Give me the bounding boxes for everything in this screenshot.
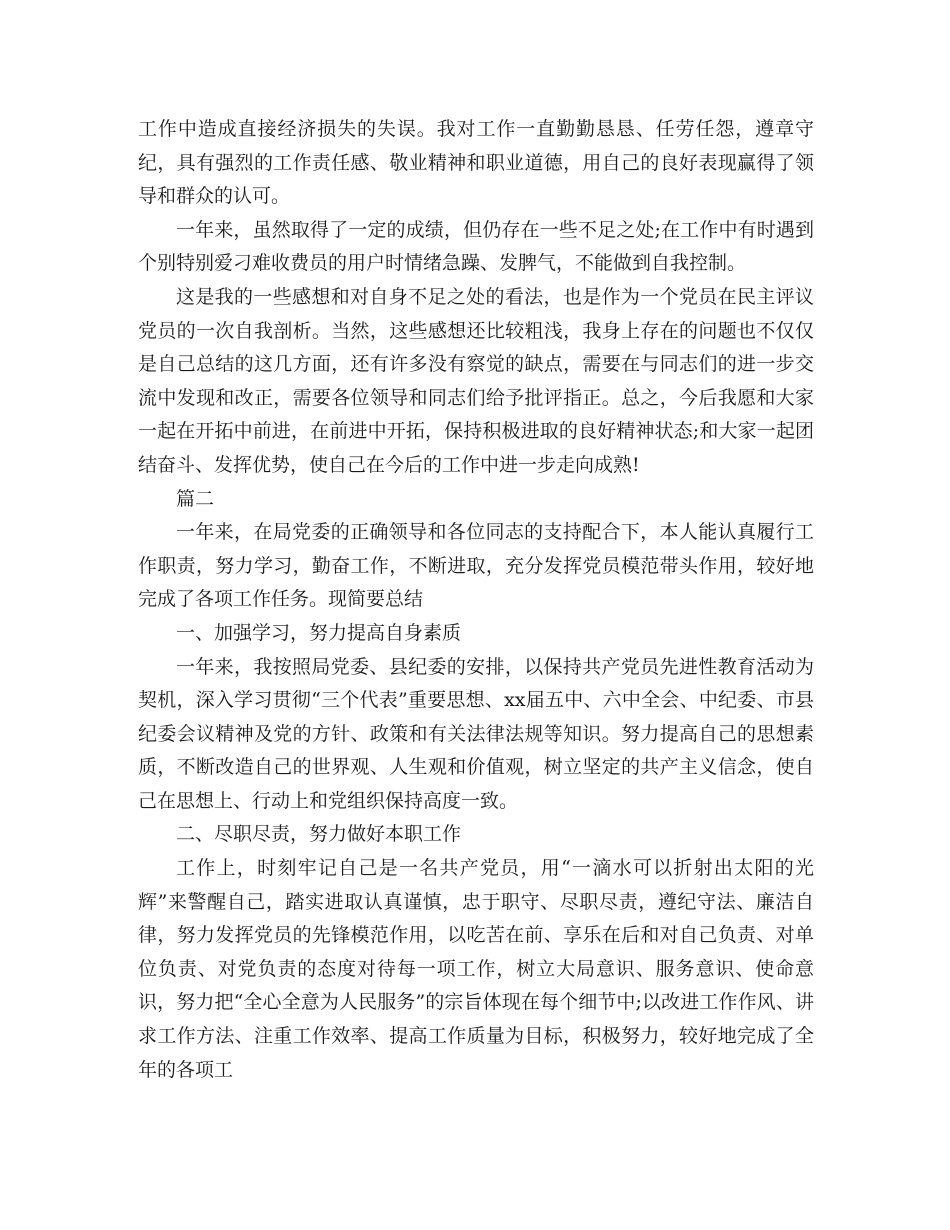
section-heading: 二、尽职尽责，努力做好本职工作 bbox=[176, 823, 462, 846]
body-paragraph: 工作中造成直接经济损失的失误。我对工作一直勤勤恳恳、任劳任怨，遵章守纪，具有强烈的工作责任感、敬业精神和职业道德，用自己的良好表现赢得了领导和群众的认可。 bbox=[138, 118, 814, 208]
body-paragraph: 一年来，在局党委的正确领导和各位同志的支持配合下，本人能认真履行工作职责，努力学习，勤奋工作，不断进取，充分发挥党员模范带头作用，较好地完成了各项工作任务。现简要总结 bbox=[138, 521, 814, 611]
section-title: 篇二 bbox=[176, 487, 215, 510]
section-heading: 一、加强学习，努力提高自身素质 bbox=[176, 621, 462, 644]
body-paragraph: 一年来，虽然取得了一定的成绩，但仍存在一些不足之处;在工作中有时遇到个别特别爱刁难收费员的用户时情绪急躁、发脾气，不能做到自我控制。 bbox=[138, 218, 814, 275]
body-paragraph: 一年来，我按照局党委、县纪委的安排，以保持共产党员先进性教育活动为契机，深入学习贯彻“三个代表”重要思想、xx届五中、六中全会、中纪委、市县纪委会议精神及党的方针、政策和有关法律法规等知识。努力提高自己的思想素质，不断改造自己的世界观、人生观和价值观，树立坚定的共产主义信念，使自己在思想上、行动上和党组织保持高度一致。 bbox=[138, 655, 814, 812]
document-page bbox=[138, 113, 814, 1087]
body-paragraph: 这是我的一些感想和对自身不足之处的看法，也是作为一个党员在民主评议党员的一次自我剖析。当然，这些感想还比较粗浅，我身上存在的问题也不仅仅是自己总结的这几方面，还有许多没有察觉的缺点，需要在与同志们的进一步交流中发现和改正，需要各位领导和同志们给予批评指正。总之，今后我愿和大家一起在开拓中前进，在前进中开拓，保持积极进取的良好精神状态;和大家一起团结奋斗、发挥优势，使自己在今后的工作中进一步走向成熟! bbox=[138, 285, 814, 476]
body-paragraph: 工作上，时刻牢记自己是一名共产党员，用“一滴水可以折射出太阳的光辉”来警醒自己，踏实进取认真谨慎，忠于职守、尽职尽责，遵纪守法、廉洁自律，努力发挥党员的先锋模范作用，以吃苦在前、享乐在后和对自己负责、对单位负责、对党负责的态度对待每一项工作，树立大局意识、服务意识、使命意识，努力把“全心全意为人民服务”的宗旨体现在每个细节中;以改进工作作风、讲求工作方法、注重工作效率、提高工作质量为目标，积极努力，较好地完成了全年的各项工 bbox=[138, 857, 814, 1081]
